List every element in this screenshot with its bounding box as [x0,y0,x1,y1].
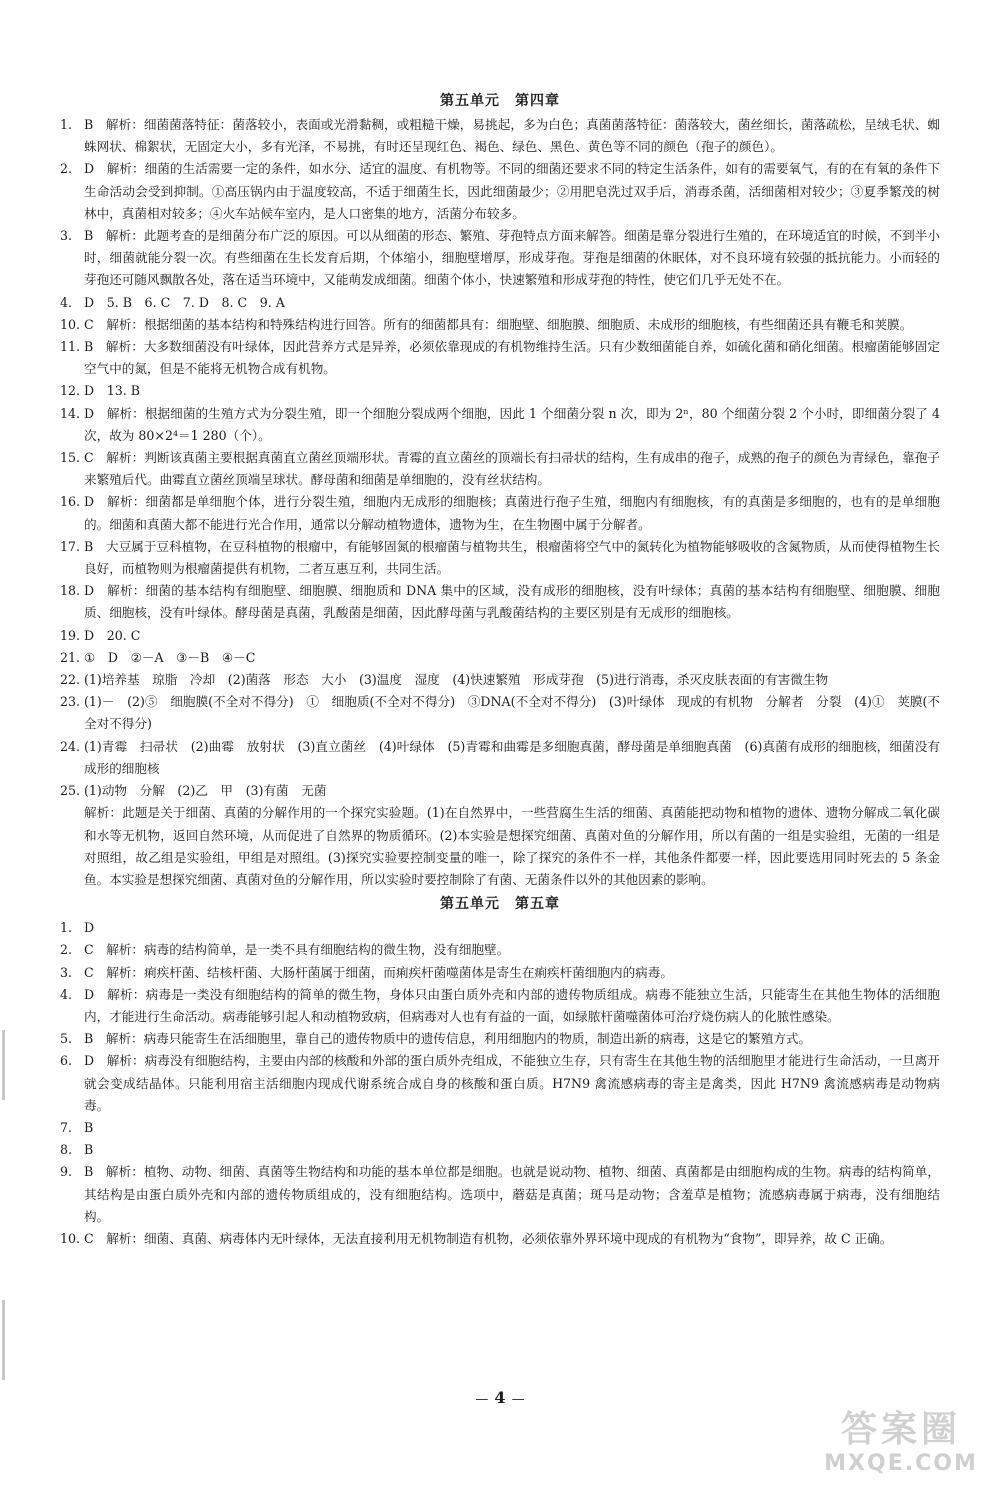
answer-number: 10. [60,1230,81,1246]
answer-number: 1. [60,920,73,936]
answer-item [60,536,940,580]
watermark-main-text: 答案圈 [840,1409,961,1450]
page-number-dash-right: — [511,1392,525,1407]
answer-text: D 解析：病毒没有细胞结构，主要由内部的核酸和外部的蛋白质外壳组成，不能独立生存，只有寄生在其他生物的活细胞里才能进行生命活动，一旦离开就会变成结晶体。只能利用宿主活细胞内现成代谢系统合成自身的核酸和蛋白质。H7N9 禽流感病毒的寄主是禽类，因此 H7N9 禽流感病毒是动物病毒。 [84,1053,940,1113]
page-number-value: 4 [494,1388,506,1407]
answer-item [60,336,940,380]
answer-text: B [84,1142,94,1158]
answer-text: D 13. B [84,383,140,399]
answer-number: 5. [60,1031,73,1047]
answer-number: 3. [60,228,73,244]
answer-text: C 解析：痢疾杆菌、结核杆菌、大肠杆菌属于细菌，而痢疾杆菌噬菌体是寄生在痢疾杆菌细胞内的病毒。 [84,964,673,980]
answer-text: B 解析：此题考查的是细菌分布广泛的原因。可以从细菌的形态、繁殖、芽孢特点方面来解答。细菌是靠分裂进行生殖的，在环境适宜的时候，不到半小时，细菌就能分裂一次。有些细菌在生长发育后期，个体缩小，细胞壁增厚，形成芽孢。芽孢是细菌的休眠体，对不良环境有较强的抵抗能力。小而轻的芽孢还可随风飘散各处，落在适当环境中，又能萌发成细菌。细菌个体小，快速繁殖和形成芽孢的特性，使它们几乎无处不在。 [84,228,940,288]
answer-item [60,1228,940,1250]
answer-number: 4. [60,294,73,310]
answer-number: 21. [60,649,81,665]
answer-item [60,780,940,802]
answer-number: 14. [60,405,81,421]
answer-text: D [84,920,95,936]
answer-number: 22. [60,672,81,688]
answer-item [60,1117,940,1139]
answer-text: (1)培养基 琼脂 冷却 (2)菌落 形态 大小 (3)温度 湿度 (4)快速繁殖 形成芽孢 (5)进行消毒，杀灭皮肤表面的有害微生物 [84,672,829,688]
answer-text: D 解析：细菌都是单细胞个体，进行分裂生殖，细胞内无成形的细胞核；真菌进行孢子生殖，细胞内有细胞核，有的真菌是多细胞的，也有的是单细胞的。细菌和真菌大都不能进行光合作用，通常以分解动植物遗体，遗物为生，在生物圈中属于分解者。 [84,494,940,532]
answer-number: 11. [60,339,81,355]
answer-text: B 解析：植物、动物、细菌、真菌等生物结构和功能的基本单位都是细胞。也就是说动物、植物、细菌、真菌都是由细胞构成的生物。病毒的结构简单，其结构是由蛋白质外壳和内部的遗传物质组成的，没有细胞结构。选项中，蘑菇是真菌；斑马是动物；含羞草是植物；流感病毒属于病毒，没有细胞结构。 [84,1164,940,1224]
answer-list-ch5 [60,917,940,1250]
answer-text: ① D ②－A ③－B ④－C [84,649,256,665]
answer-number: 6. [60,1053,73,1069]
answer-item [60,917,940,939]
answer-text: D 5. B 6. C 7. D 8. C 9. A [84,294,285,310]
answer-number: 2. [60,942,73,958]
watermark-logo [816,1409,986,1481]
answer-page [60,88,940,1250]
answer-text: C 解析：判断该真菌主要根据真菌直立菌丝顶端形状。青霉的直立菌丝的顶端长有扫帚状的结构，生有成串的孢子，成熟的孢子的颜色为青绿色，靠孢子来繁殖后代。曲霉直立菌丝顶端呈球状。酵母菌和细菌是单细胞的，没有丝状结构。 [84,450,940,488]
answer-item [60,314,940,336]
answer-number: 23. [60,694,81,710]
answer-number: 18. [60,583,81,599]
answer-text: D 解析：细菌的生活需要一定的条件，如水分、适宜的温度、有机物等。不同的细菌还要求不同的特定生活条件，如有的需要氧气，有的在有氧的条件下生命活动会受到抑制。①高压锅内由于温度较高，不适于细菌生长，因此细菌最少；②用肥皂洗过双手后，消毒杀菌，活细菌相对较少；③夏季繁茂的树林中，真菌相对较多；④火车站候车室内，是人口密集的地方，活菌分布较多。 [84,161,940,221]
answer-number: 2. [60,161,73,177]
answer-item [60,1139,940,1161]
answer-number: 15. [60,450,81,466]
answer-text: (1)青霉 扫帚状 (2)曲霉 放射状 (3)直立菌丝 (4)叶绿体 (5)青霉和曲霉是多细胞真菌，酵母菌是单细胞真菌 (6)真菌有成形的细胞核，细菌没有成形的细胞核 [84,738,940,776]
answer-number: 25. [60,783,81,799]
answer-item [60,225,940,292]
answer-number: 19. [60,627,81,643]
scan-edge-mark [2,1300,5,1380]
answer-number: 8. [60,1142,73,1158]
answer-text: B 大豆属于豆科植物，在豆科植物的根瘤中，有能够固氮的根瘤菌与植物共生，根瘤菌将空气中的氮转化为植物能够吸收的含氮物质，从而使得植物生长良好，而植物则为根瘤菌提供有机物，二者互惠互利，共同生活。 [84,538,940,577]
answer-number: 1. [60,117,73,132]
answer-item [60,114,940,158]
answer-item [60,625,940,647]
answer-text: D 20. C [84,627,141,643]
answer-number: 16. [60,494,81,510]
answer-item [60,380,940,402]
answer-number: 10. [60,316,81,332]
section-heading-unit5-ch4: 第五单元 第四章 [440,93,560,109]
page-number-dash-left: — [475,1392,489,1407]
watermark-sub-text: MXQE.COM [824,1451,978,1476]
answer-item [60,1161,940,1228]
answer-number: 7. [60,1119,73,1135]
page-number [0,1388,1000,1407]
answer-item [60,736,940,780]
answer-text: B 解析：细菌菌落特征：菌落较小，表面或光滑黏稠，或粗糙干燥，易挑起，多为白色；真菌菌落特征：菌落较大，菌丝细长，菌落疏松，呈绒毛状、蜘蛛网状、棉絮状，无固定大小，多有光泽，不易挑，有时还呈现红色、褐色、绿色、黑色、黄色等不同的颜色（孢子的颜色）。 [84,117,940,155]
answer-text: D 解析：病毒是一类没有细胞结构的简单的微生物，身体只由蛋白质外壳和内部的遗传物质组成。病毒不能独立生活，只能寄生在其他生物体的活细胞内，才能进行生命活动。病毒能够引起人和动植物致病，但病毒对人也有有益的一面，如绿脓杆菌噬菌体可治疗烧伤病人的化脓性感染。 [84,986,940,1024]
answer-item [60,1028,940,1050]
answer-text: (1)－ (2)⑤ 细胞膜(不全对不得分) ① 细胞质(不全对不得分) ③DNA(不全对不得分) (3)叶绿体 现成的有机物 分解者 分裂 (4)① 荚膜(不全对不得分) [84,694,940,732]
answer-list-ch4 [60,114,940,891]
answer-item [60,580,940,624]
answer-item [60,491,940,535]
answer-item [60,939,940,961]
answer-item [60,984,940,1028]
answer-text: D 解析：根据细菌的生殖方式为分裂生殖，即一个细胞分裂成两个细胞，因此 1 个细菌分裂 n 次，即为 2ⁿ，80 个细菌分裂 2 个小时，即细菌分裂了 4 次，故为 80×2⁴＝1 280（个）。 [84,405,940,443]
answer-item [60,292,940,314]
answer-number: 4. [60,986,73,1002]
answer-item [60,647,940,669]
answer-text: 解析：此题是关于细菌、真菌的分解作用的一个探究实验题。(1)在自然界中，一些营腐生生活的细菌、真菌能把动物和植物的遗体、遗物分解成二氧化碳和水等无机物，返回自然环境，从而促进了自然界的物质循环。(2)本实验是想探究细菌、真菌对鱼的分解作用，所以有菌的一组是实验组，无菌的一组是对照组，故乙组是实验组，甲组是对照组。(3)探究实验要控制变量的唯一，除了探究的条件不一样，其他条件都要一样，因此要选用同时死去的 5 条金鱼。本实验是想探究细菌、真菌对鱼的分解作用，所以实验时要控制除了有菌、无菌条件以外的其他因素的影响。 [84,805,940,887]
scan-edge-mark [2,1030,5,1100]
answer-item [60,1050,940,1117]
answer-item [60,669,940,691]
answer-text: B 解析：病毒只能寄生在活细胞里，靠自己的遗传物质中的遗传信息，利用细胞内的物质，制造出新的病毒，这是它的繁殖方式。 [84,1031,812,1047]
answer-item [60,691,940,735]
answer-text: B 解析：大多数细菌没有叶绿体，因此营养方式是异养，必须依靠现成的有机物维持生活。只有少数细菌能自养，如硫化菌和硝化细菌。根瘤菌能够固定空气中的氮，但是不能将无机物合成有机物。 [84,339,940,377]
answer-text: D 解析：细菌的基本结构有细胞壁、细胞膜、细胞质和 DNA 集中的区域，没有成形的细胞核，没有叶绿体；真菌的基本结构有细胞壁、细胞膜、细胞质、细胞核，没有叶绿体。酵母菌是真菌，乳酸菌是细菌，因此酵母菌与乳酸菌结构的主要区别是有无成形的细胞核。 [84,583,940,621]
answer-number: 3. [60,964,73,980]
answer-text: C 解析：根据细菌的基本结构和特殊结构进行回答。所有的细菌都具有：细胞壁、细胞膜、细胞质、未成形的细胞核，有些细菌还具有鞭毛和荚膜。 [84,316,913,332]
answer-number: 12. [60,383,81,399]
answer-number: 9. [60,1164,73,1180]
answer-number: 24. [60,738,81,754]
section-heading-unit5-ch5: 第五单元 第五章 [440,896,560,913]
answer-text: B [84,1119,94,1135]
answer-item [60,158,940,225]
answer-text: C 解析：细菌、真菌、病毒体内无叶绿体，无法直接利用无机物制造有机物，必须依靠外界环境中现成的有机物为“食物”，即异养，故 C 正确。 [84,1230,893,1246]
answer-text: C 解析：病毒的结构简单，是一类不具有细胞结构的微生物，没有细胞壁。 [84,942,510,958]
answer-item [60,403,940,447]
answer-item [60,447,940,491]
answer-item [60,962,940,984]
answer-explanation [60,802,940,891]
answer-text: (1)动物 分解 (2)乙 甲 (3)有菌 无菌 [84,783,327,799]
answer-number: 17. [60,538,81,554]
